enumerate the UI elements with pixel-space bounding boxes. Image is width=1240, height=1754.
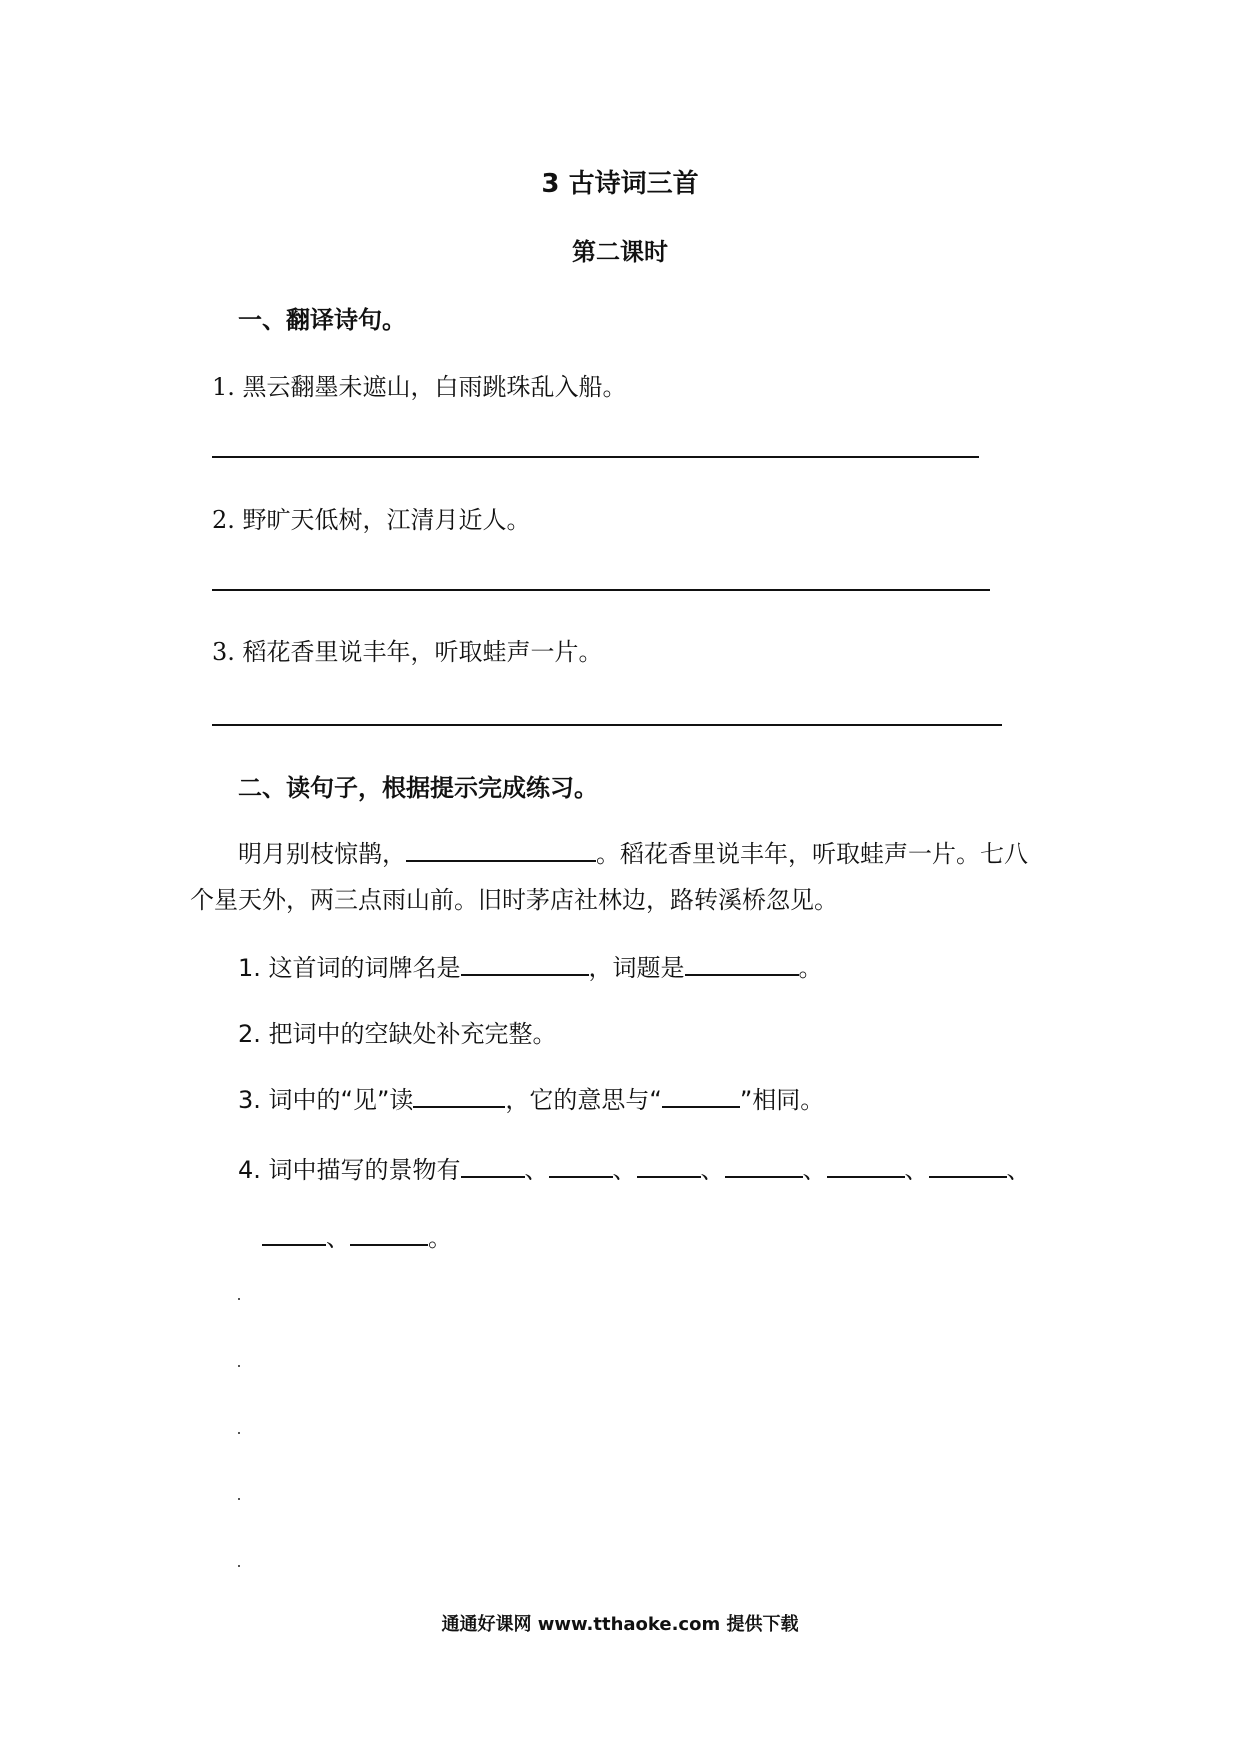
poem-line-2: 个星天外，两三点雨山前。旧时茅店社林边，路转溪桥忽见。 xyxy=(190,886,838,914)
separator: 、 xyxy=(802,1156,827,1184)
scan-dot xyxy=(238,1298,240,1300)
lesson-subtitle: 第二课时 xyxy=(572,238,668,266)
scenery-blank-1[interactable] xyxy=(461,1154,525,1178)
scenery-blank-5[interactable] xyxy=(827,1154,905,1178)
question-1-text-b: ，词题是 xyxy=(588,954,685,982)
question-1 xyxy=(238,948,823,983)
scan-dot xyxy=(238,1432,240,1434)
separator: 、 xyxy=(904,1156,929,1184)
poem-blank[interactable] xyxy=(406,838,596,862)
question-3-text-a: 3. 词中的“见”读 xyxy=(238,1086,414,1114)
page-title: 3 古诗词三首 xyxy=(541,169,699,199)
separator: 、 xyxy=(612,1156,637,1184)
separator: 、 xyxy=(700,1156,725,1184)
question-3-text-b: ，它的意思与“ xyxy=(505,1086,662,1114)
meaning-blank[interactable] xyxy=(662,1084,740,1108)
scan-dot xyxy=(238,1565,240,1567)
poem-part-1: 明月别枝惊鹊， xyxy=(238,840,406,868)
question-3 xyxy=(238,1080,824,1115)
question-4 xyxy=(238,1150,1031,1185)
separator: 、 xyxy=(524,1156,549,1184)
scenery-blank-7[interactable] xyxy=(262,1222,326,1246)
scan-dot xyxy=(238,1365,240,1367)
scenery-blank-3[interactable] xyxy=(637,1154,701,1178)
poem-line-1 xyxy=(238,834,1028,869)
question-3-text-c: ”相同。 xyxy=(739,1086,825,1114)
question-4-continued xyxy=(262,1218,452,1253)
question-2: 2. 把词中的空缺处补充完整。 xyxy=(238,1020,557,1048)
answer-line-3 xyxy=(212,724,1002,726)
end-mark: 。 xyxy=(428,1224,452,1252)
cipai-blank[interactable] xyxy=(461,952,589,976)
scenery-blank-2[interactable] xyxy=(549,1154,613,1178)
section2-heading: 二、读句子，根据提示完成练习。 xyxy=(238,774,598,802)
scenery-blank-8[interactable] xyxy=(350,1222,428,1246)
separator: 、 xyxy=(1006,1156,1031,1184)
scenery-blank-6[interactable] xyxy=(929,1154,1007,1178)
answer-line-2 xyxy=(212,589,990,591)
citi-blank[interactable] xyxy=(685,952,799,976)
section1-heading: 一、翻译诗句。 xyxy=(238,306,406,334)
separator: 、 xyxy=(326,1224,350,1252)
section1-item-3: 3. 稻花香里说丰年，听取蛙声一片。 xyxy=(212,638,603,666)
question-1-text-c: 。 xyxy=(798,954,823,982)
scenery-blank-4[interactable] xyxy=(725,1154,803,1178)
scan-dot xyxy=(238,1498,240,1500)
answer-line-1 xyxy=(212,456,979,458)
footer-source: 通通好课网 www.tthaoke.com 提供下载 xyxy=(441,1614,799,1635)
question-4-text: 4. 词中描写的景物有 xyxy=(238,1156,461,1184)
section1-item-2: 2. 野旷天低树，江清月近人。 xyxy=(212,506,531,534)
pronunciation-blank[interactable] xyxy=(413,1084,505,1108)
question-1-text-a: 1. 这首词的词牌名是 xyxy=(238,954,461,982)
section1-item-1: 1. 黑云翻墨未遮山，白雨跳珠乱入船。 xyxy=(212,373,627,401)
poem-part-2: 。稻花香里说丰年，听取蛙声一片。七八 xyxy=(596,840,1028,868)
